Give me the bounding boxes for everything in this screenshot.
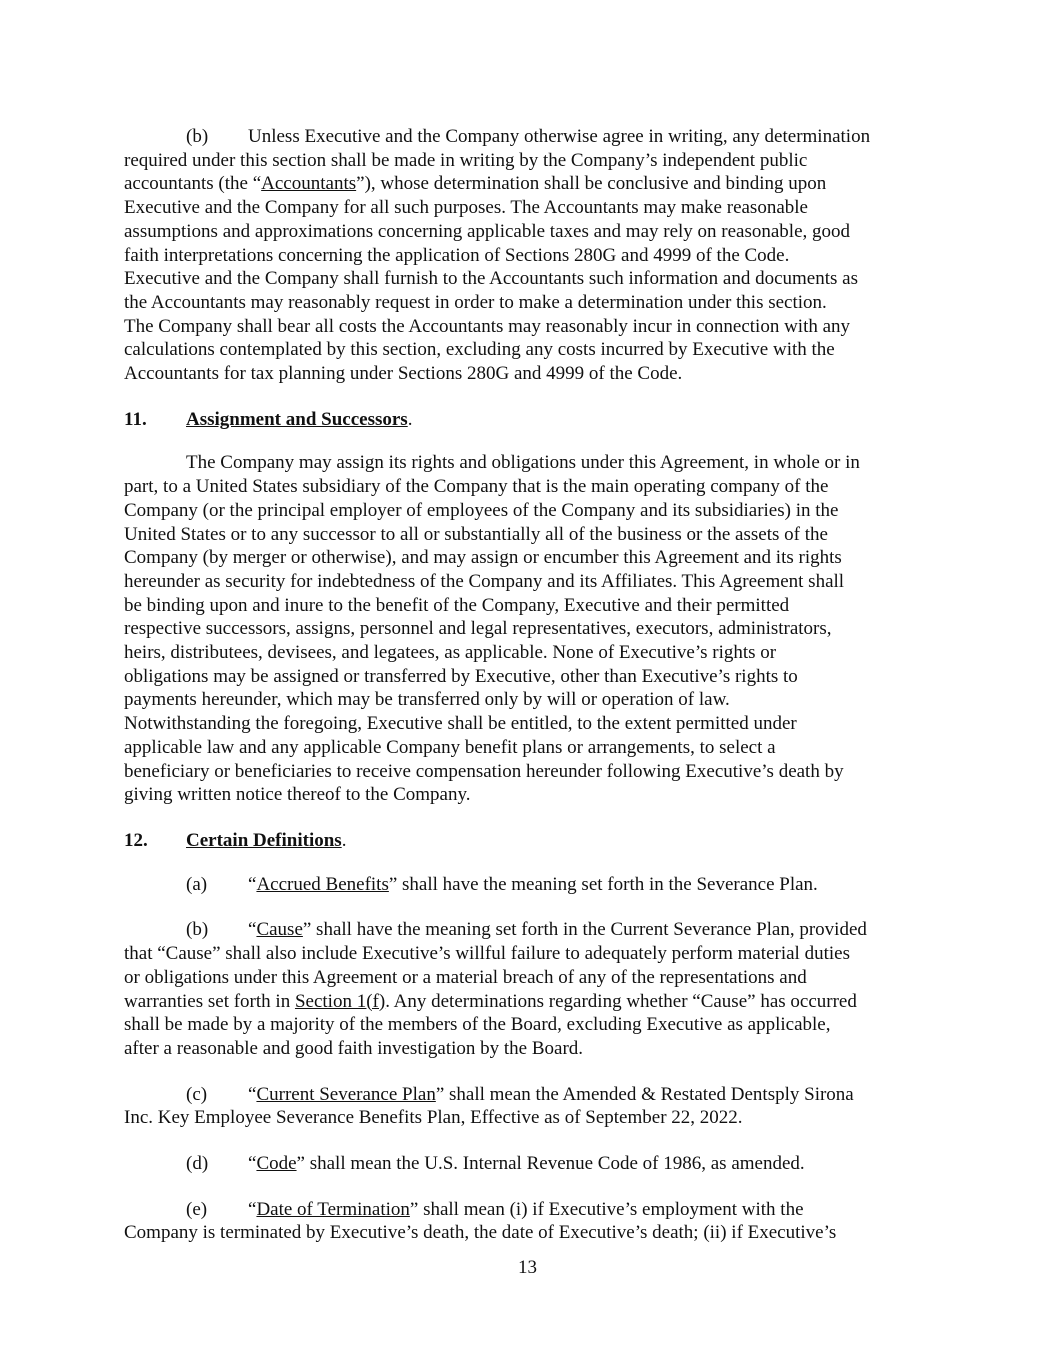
text-line: Company is terminated by Executive’s death, the date of Executive’s death; (ii) if Executive’s bbox=[124, 1222, 837, 1244]
text-line: (b) Unless Executive and the Company otherwise agree in writing, any determination bbox=[186, 126, 871, 147]
clause-label: (d) bbox=[186, 1153, 209, 1175]
page-number: 13 bbox=[518, 1257, 537, 1278]
text-line: beneficiary or beneficiaries to receive compensation hereunder following Executive’s death by bbox=[124, 760, 844, 782]
text-line: Company (by merger or otherwise), and may assign or encumber this Agreement and its rights bbox=[124, 547, 842, 569]
text-line: calculations contemplated by this section, excluding any costs incurred by Executive with the bbox=[124, 339, 835, 361]
text-line: be binding upon and inure to the benefit of the Company, Executive and their permitted bbox=[124, 594, 790, 616]
definition-c bbox=[124, 1083, 929, 1130]
defined-term: Code bbox=[256, 1153, 297, 1175]
defined-term: Cause bbox=[256, 919, 303, 941]
text-line: required under this section shall be made in writing by the Company’s independent public bbox=[124, 149, 808, 171]
clause-label: (b) bbox=[186, 126, 209, 147]
text-line: (e) “Date of Termination” shall mean (i) if Executive’s employment with the bbox=[186, 1198, 804, 1220]
document-page bbox=[124, 125, 929, 1245]
text-line: hereunder as security for indebtedness of the Company and its Affiliates. This Agreement shall bbox=[124, 570, 845, 592]
section-title: Certain Definitions bbox=[186, 829, 342, 851]
text-line: Executive and the Company for all such purposes. The Accountants may make reasonable bbox=[124, 197, 808, 219]
text-line: heirs, distributees, devisees, and legatees, as applicable. None of Executive’s rights or bbox=[124, 642, 777, 664]
section-12-heading: 12. Certain Definitions. bbox=[124, 829, 347, 851]
text-line: The Company may assign its rights and obligations under this Agreement, in whole or in bbox=[186, 452, 860, 474]
section-title: Assignment and Successors bbox=[186, 408, 408, 430]
text-line: or obligations under this Agreement or a material breach of any of the representations and bbox=[124, 966, 807, 988]
text-line: part, to a United States subsidiary of the Company that is the main operating company of the bbox=[124, 476, 829, 498]
section-11-body bbox=[124, 451, 929, 807]
defined-term: Accrued Benefits bbox=[256, 873, 389, 895]
text-line: Notwithstanding the foregoing, Executive shall be entitled, to the extent permitted under bbox=[124, 713, 797, 735]
clause-label: (c) bbox=[186, 1083, 208, 1105]
text-line: shall be made by a majority of the members of the Board, excluding Executive as applicable, bbox=[124, 1014, 831, 1036]
text-line: Executive and the Company shall furnish to the Accountants such information and documents as bbox=[124, 268, 858, 290]
text-line: payments hereunder, which may be transferred only by will or operation of law. bbox=[124, 689, 730, 711]
text-line: Company (or the principal employer of employees of the Company and its subsidiaries) in the bbox=[124, 499, 839, 521]
text-line: warranties set forth in Section 1(f). Any determinations regarding whether “Cause” has occurred bbox=[124, 990, 857, 1012]
defined-term: Accountants bbox=[261, 173, 357, 195]
text-line: United States or to any successor to all or substantially all of the business or the assets of the bbox=[124, 523, 828, 545]
section-reference: Section 1(f) bbox=[294, 990, 386, 1012]
text-line: the Accountants may reasonably request in order to make a determination under this section. bbox=[124, 291, 827, 313]
text-line: accountants (the “Accountants”), whose determination shall be conclusive and binding upon bbox=[124, 173, 827, 195]
paragraph-10b bbox=[124, 125, 929, 386]
text-line: Inc. Key Employee Severance Benefits Plan, Effective as of September 22, 2022. bbox=[124, 1107, 743, 1129]
text-line: respective successors, assigns, personnel and legal representatives, executors, administrators, bbox=[124, 618, 832, 640]
text-line: faith interpretations concerning the application of Sections 280G and 4999 of the Code. bbox=[124, 244, 790, 266]
text-line: (b) “Cause” shall have the meaning set forth in the Current Severance Plan, provided bbox=[186, 919, 867, 941]
definition-a bbox=[124, 873, 929, 897]
text-line: giving written notice thereof to the Company. bbox=[124, 784, 471, 806]
clause-label: (b) bbox=[186, 919, 209, 941]
section-11-heading: 11. Assignment and Successors. bbox=[124, 408, 413, 430]
definition-d bbox=[124, 1152, 929, 1176]
text-line: that “Cause” shall also include Executive’s willful failure to adequately perform material duties bbox=[124, 943, 850, 965]
text-line: obligations may be assigned or transferred by Executive, other than Executive’s rights to bbox=[124, 665, 798, 687]
defined-term: Current Severance Plan bbox=[256, 1083, 436, 1105]
section-number: 12. bbox=[124, 829, 148, 851]
section-number: 11. bbox=[124, 408, 147, 430]
text-line: applicable law and any applicable Company benefit plans or arrangements, to select a bbox=[124, 736, 776, 758]
text-line: The Company shall bear all costs the Accountants may reasonably incur in connection with any bbox=[124, 315, 851, 337]
text-line: (d) “Code” shall mean the U.S. Internal Revenue Code of 1986, as amended. bbox=[186, 1153, 805, 1175]
text-line: (a) “Accrued Benefits” shall have the meaning set forth in the Severance Plan. bbox=[186, 873, 818, 895]
text-line: Accountants for tax planning under Sections 280G and 4999 of the Code. bbox=[124, 363, 683, 385]
definition-e bbox=[124, 1198, 929, 1245]
text-line: (c) “Current Severance Plan” shall mean the Amended & Restated Dentsply Sirona bbox=[186, 1083, 854, 1105]
definition-b bbox=[124, 918, 929, 1060]
defined-term: Date of Termination bbox=[256, 1198, 410, 1220]
text-line: assumptions and approximations concerning applicable taxes and may rely on reasonable, good bbox=[124, 220, 851, 242]
clause-label: (e) bbox=[186, 1198, 208, 1220]
text-line: after a reasonable and good faith investigation by the Board. bbox=[124, 1037, 584, 1059]
clause-label: (a) bbox=[186, 873, 208, 895]
